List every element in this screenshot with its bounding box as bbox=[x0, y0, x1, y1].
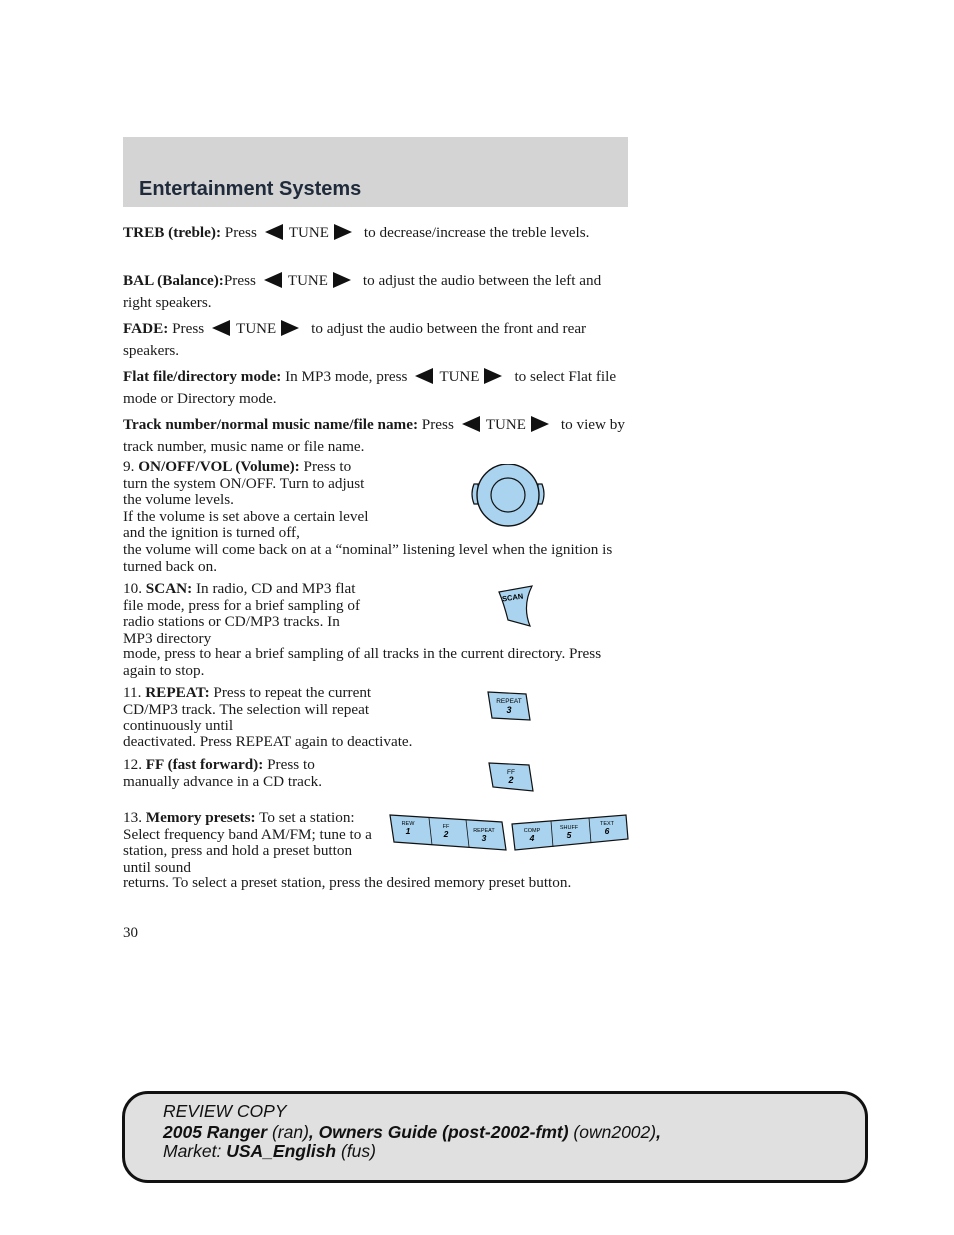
footer-model-code: (ran) bbox=[267, 1122, 309, 1142]
track-pre: Press bbox=[418, 416, 454, 433]
seek-left-icon bbox=[212, 320, 230, 336]
flat-paragraph bbox=[123, 366, 628, 409]
track-post: to view by track number, music name or file name. bbox=[123, 416, 625, 455]
seek-left-icon bbox=[415, 368, 433, 384]
volume-knob-icon bbox=[466, 464, 550, 528]
treb-label: TREB (treble): bbox=[123, 224, 221, 241]
footer-guide-code: (own2002) bbox=[568, 1122, 657, 1142]
volume-label: ON/OFF/VOL (Volume): bbox=[138, 458, 300, 475]
preset-button-label: TEXT bbox=[599, 821, 615, 827]
volume-text-b: If the volume is set above a certain level and the ignition is turned off, bbox=[123, 507, 369, 541]
presets-paragraph-a bbox=[123, 810, 373, 876]
flat-label: Flat file/directory mode: bbox=[123, 368, 282, 385]
tune-label: TUNE bbox=[439, 369, 480, 385]
seek-right-icon bbox=[281, 320, 299, 336]
footer-review-copy: REVIEW COPY bbox=[163, 1101, 287, 1121]
treb-post: to decrease/increase the treble levels. bbox=[363, 224, 590, 241]
preset-button-number: 4 bbox=[529, 833, 535, 843]
volume-text-c: the volume will come back on at a “nominal” listening level when the ignition is turned back on. bbox=[123, 541, 613, 575]
seek-right-icon bbox=[333, 272, 351, 288]
seek-left-icon bbox=[264, 272, 282, 288]
scan-text-a: In radio, CD and MP3 flat file mode, press for a brief sampling of radio stations or CD/MP3 tracks. In MP3 directory bbox=[123, 580, 361, 647]
scan-button-label: SCAN bbox=[501, 591, 524, 604]
preset-button-label: FF bbox=[442, 824, 450, 830]
scan-num: 10. bbox=[123, 580, 142, 597]
bal-paragraph bbox=[123, 270, 628, 313]
header-band bbox=[123, 137, 628, 207]
page-number: 30 bbox=[123, 925, 138, 941]
repeat-label: REPEAT: bbox=[145, 684, 210, 701]
treb-pre: Press bbox=[221, 224, 257, 241]
seek-left-icon bbox=[265, 224, 283, 240]
preset-button-number: 2 bbox=[443, 829, 449, 839]
treb-paragraph bbox=[123, 222, 628, 244]
scan-label: SCAN: bbox=[145, 580, 193, 597]
presets-paragraph-b bbox=[123, 875, 628, 892]
preset-button-label: SHUFF bbox=[559, 825, 579, 831]
repeat-text-a: Press to repeat the current CD/MP3 track. The selection will repeat continuously until bbox=[123, 684, 372, 734]
bal-post: to adjust the audio between the left and right speakers. bbox=[123, 272, 602, 311]
flat-pre: In MP3 mode, press bbox=[281, 368, 408, 385]
tune-label: TUNE bbox=[485, 417, 526, 433]
volume-paragraph-a bbox=[123, 459, 373, 542]
ff-button-icon bbox=[487, 761, 535, 793]
track-label: Track number/normal music name/file name: bbox=[123, 416, 418, 433]
footer-market-code: (fus) bbox=[336, 1141, 376, 1161]
scan-paragraph-a bbox=[123, 581, 363, 647]
seek-right-icon bbox=[531, 416, 549, 432]
ff-label: FF (fast forward): bbox=[145, 756, 264, 773]
fade-pre: Press bbox=[168, 320, 205, 337]
tune-label: TUNE bbox=[288, 225, 329, 241]
repeat-paragraph-a bbox=[123, 685, 383, 735]
repeat-num: 11. bbox=[123, 684, 142, 701]
fade-post: to adjust the audio between the front and rear speakers. bbox=[123, 320, 587, 359]
scan-button-icon bbox=[496, 584, 534, 630]
presets-text-b: returns. To select a preset station, press the desired memory preset button. bbox=[123, 874, 572, 891]
preset-button-number: 5 bbox=[566, 830, 572, 840]
footer-guide: Owners Guide (post-2002-fmt) bbox=[318, 1122, 569, 1142]
preset-button-label: REW bbox=[401, 821, 415, 827]
track-paragraph bbox=[123, 414, 628, 457]
preset-button-number: 6 bbox=[604, 826, 610, 836]
tune-label: TUNE bbox=[287, 273, 328, 289]
footer-market-info bbox=[163, 1141, 376, 1162]
memory-presets-icon bbox=[388, 812, 630, 852]
scan-paragraph-b bbox=[123, 646, 628, 679]
volume-num: 9. bbox=[123, 458, 135, 475]
page-title: Entertainment Systems bbox=[139, 178, 362, 200]
bal-label: BAL (Balance): bbox=[123, 272, 224, 289]
ff-button-number: 2 bbox=[508, 775, 514, 785]
tune-label: TUNE bbox=[236, 321, 277, 337]
preset-button-number: 1 bbox=[405, 826, 411, 836]
seek-left-icon bbox=[462, 416, 480, 432]
footer-market: USA_English bbox=[226, 1141, 337, 1161]
bal-pre: Press bbox=[223, 272, 256, 289]
fade-paragraph bbox=[123, 318, 628, 361]
ff-num: 12. bbox=[123, 756, 142, 773]
presets-label: Memory presets: bbox=[145, 809, 256, 826]
ff-paragraph bbox=[123, 757, 373, 790]
repeat-paragraph-b bbox=[123, 734, 628, 751]
scan-text-b: mode, press to hear a brief sampling of all tracks in the current directory. Press again to stop. bbox=[123, 645, 602, 679]
fade-label: FADE: bbox=[123, 320, 169, 337]
preset-button-label: COMP bbox=[523, 828, 541, 834]
footer-document-info bbox=[163, 1122, 661, 1143]
volume-paragraph-b bbox=[123, 542, 628, 575]
presets-num: 13. bbox=[123, 809, 142, 826]
preset-button-number: 3 bbox=[481, 833, 487, 843]
seek-right-icon bbox=[484, 368, 502, 384]
ff-text-a: Press to manually advance in a CD track. bbox=[123, 756, 323, 790]
repeat-button-number: 3 bbox=[506, 705, 512, 715]
repeat-button-icon bbox=[486, 690, 532, 722]
seek-right-icon bbox=[334, 224, 352, 240]
repeat-button-label: REPEAT bbox=[496, 698, 522, 705]
footer-box bbox=[122, 1091, 868, 1183]
volume-text-a: Press to turn the system ON/OFF. Turn to adjust the volume levels. bbox=[123, 458, 365, 508]
repeat-text-b: deactivated. Press REPEAT again to deactivate. bbox=[123, 733, 413, 750]
footer-market-label: Market: bbox=[163, 1141, 222, 1161]
footer-sep-2: , bbox=[656, 1122, 661, 1142]
flat-post: to select Flat file mode or Directory mode. bbox=[123, 368, 617, 407]
presets-text-a: To set a station: Select frequency band AM/FM; tune to a station, press and hold a preset button until sound bbox=[123, 809, 372, 876]
ff-button-label: FF bbox=[507, 769, 515, 776]
preset-button-label: REPEAT bbox=[473, 828, 495, 834]
footer-sep-1: , bbox=[308, 1122, 319, 1142]
footer-model: 2005 Ranger bbox=[163, 1122, 268, 1142]
